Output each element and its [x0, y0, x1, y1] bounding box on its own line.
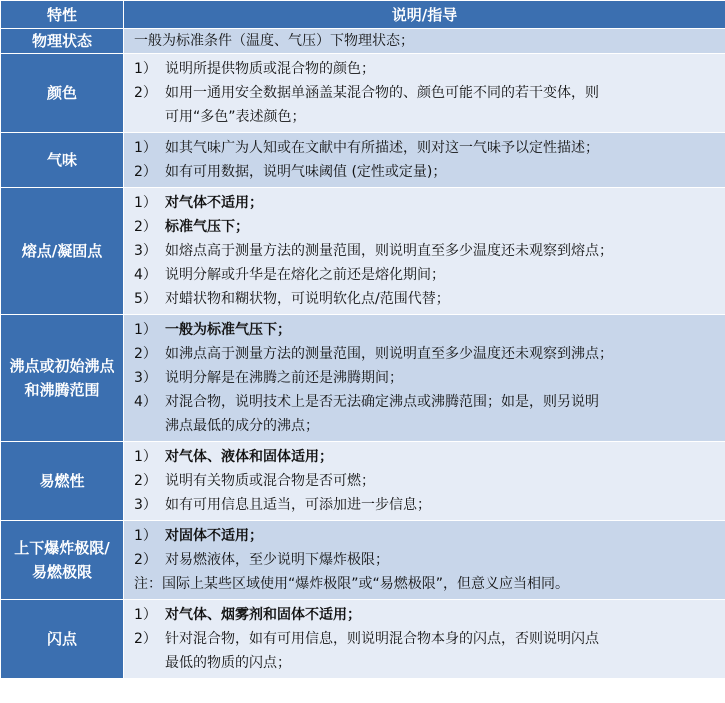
property-description — [124, 521, 725, 600]
table-row — [1, 442, 725, 521]
table-row — [1, 29, 725, 54]
description-line: 1） 说明所提供物质或混合物的颜色； — [134, 61, 375, 77]
description-line: 沸点最低的成分的沸点； — [165, 418, 319, 434]
description-line: 2） 如用一通用安全数据单涵盖某混合物的、颜色可能不同的若干变体，则 — [134, 85, 599, 101]
property-name: 沸点或初始沸点 和沸腾范围 — [1, 315, 124, 442]
description-line: 3） 如有可用信息且适当，可添加进一步信息； — [134, 497, 431, 513]
property-description — [124, 188, 725, 315]
description-line: 一般为标准条件（温度、气压）下物理状态； — [134, 33, 414, 49]
property-name: 上下爆炸极限/ 易燃极限 — [1, 521, 124, 600]
header-description: 说明/指导 — [124, 1, 725, 29]
property-description — [124, 29, 725, 54]
header-property: 特性 — [1, 1, 124, 29]
description-line: 2） 如沸点高于测量方法的测量范围，则说明直至多少温度还未观察到沸点； — [134, 346, 613, 362]
table-row — [1, 54, 725, 133]
description-line: 1） 一般为标准气压下； — [134, 322, 291, 338]
description-line: 4） 对混合物，说明技术上是否无法确定沸点或沸腾范围；如是，则另说明 — [134, 394, 599, 410]
property-name: 易燃性 — [1, 442, 124, 521]
property-description — [124, 600, 725, 679]
table-row — [1, 133, 725, 188]
table-row — [1, 188, 725, 315]
property-description — [124, 442, 725, 521]
property-description — [124, 54, 725, 133]
table-row — [1, 521, 725, 600]
description-line: 2） 如有可用数据，说明气味阈值 (定性或定量)； — [134, 164, 447, 180]
description-line: 4） 说明分解或升华是在熔化之前还是熔化期间； — [134, 267, 445, 283]
description-line: 1） 对固体不适用； — [134, 528, 263, 544]
property-name: 物理状态 — [1, 29, 124, 54]
table-row — [1, 315, 725, 442]
property-description — [124, 133, 725, 188]
property-name: 熔点/凝固点 — [1, 188, 124, 315]
description-line: 最低的物质的闪点； — [165, 655, 291, 671]
property-description — [124, 315, 725, 442]
description-line: 3） 如熔点高于测量方法的测量范围，则说明直至多少温度还未观察到熔点； — [134, 243, 613, 259]
table-row — [1, 600, 725, 679]
property-name: 气味 — [1, 133, 124, 188]
header-row — [1, 1, 725, 29]
description-line: 1） 对气体、液体和固体适用； — [134, 449, 333, 465]
description-line: 2） 标准气压下； — [134, 219, 249, 235]
property-name: 颜色 — [1, 54, 124, 133]
description-line: 2） 对易燃液体，至少说明下爆炸极限； — [134, 552, 389, 568]
description-line: 1） 对气体、烟雾剂和固体不适用； — [134, 607, 361, 623]
description-line: 1） 如其气味广为人知或在文献中有所描述，则对这一气味予以定性描述； — [134, 140, 599, 156]
description-line: 2） 针对混合物，如有可用信息，则说明混合物本身的闪点，否则说明闪点 — [134, 631, 599, 647]
description-line: 2） 说明有关物质或混合物是否可燃； — [134, 473, 375, 489]
description-line: 3） 说明分解是在沸腾之前还是沸腾期间； — [134, 370, 403, 386]
property-name: 闪点 — [1, 600, 124, 679]
description-line: 可用“多色”表述颜色； — [165, 109, 306, 125]
description-line: 5） 对蜡状物和糊状物，可说明软化点/范围代替； — [134, 291, 450, 307]
description-note: 注：国际上某些区域使用“爆炸极限”或“易燃极限”，但意义应当相同。 — [134, 576, 570, 592]
description-line: 1） 对气体不适用； — [134, 195, 263, 211]
